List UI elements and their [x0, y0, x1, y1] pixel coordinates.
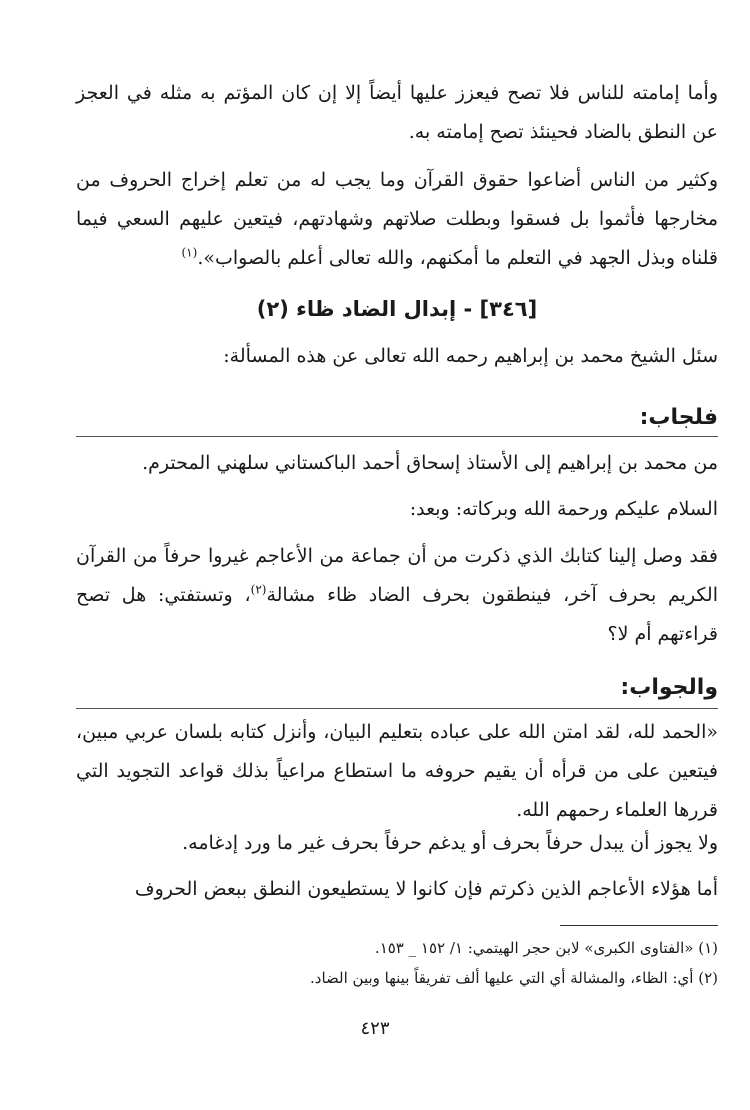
- section-divider-2: [76, 708, 718, 709]
- paragraph-address: من محمد بن إبراهيم إلى الأستاذ إسحاق أحمد الباكستاني سلهني المحترم.: [142, 452, 718, 474]
- footnotes: [76, 933, 718, 993]
- page-number: ٤٢٣: [360, 1018, 390, 1039]
- answer-label-2: والجواب:: [620, 675, 718, 700]
- question-line: سئل الشيخ محمد بن إبراهيم رحمه الله تعالى عن هذه المسألة:: [223, 345, 718, 367]
- paragraph-greeting: السلام عليكم ورحمة الله وبركاته: وبعد:: [409, 498, 718, 520]
- footnote-separator: [560, 925, 718, 926]
- footnote-ref-2: (٢): [250, 582, 267, 597]
- footnote-2: (٢) أي: الظاء، والمشالة أي التي عليها ألف تفريقاً بينها وبين الضاد.: [310, 969, 718, 987]
- paragraph-praise: «الحمد لله، لقد امتن الله على عباده بتعليم البيان، وأنزل كتابه بلسان عربي مبين، فيتعين على من قرأه أن يقيم حروفه ما استطاع مراعياً بذلك قواعد التجويد التي قررها العلماء رحمهم الله.: [76, 721, 718, 821]
- footnote-ref-1: (١): [181, 245, 198, 260]
- paragraph-letter-received: فقد وصل إلينا كتابك الذي ذكرت من أن جماعة من الأعاجم غيروا حرفاً من القرآن الكريم بحرف آخر، فينطقون بحرف الضاد ظاء مشالة$^{(٢)}$، وتستفتي: هل تصح قراءتهم أم لا؟: [76, 545, 718, 645]
- paragraph-non-arabs: أما هؤلاء الأعاجم الذين ذكرتم فإن كانوا لا يستطيعون النطق ببعض الحروف: [134, 878, 718, 900]
- paragraph-substitution-rule: ولا يجوز أن يبدل حرفاً بحرف أو يدغم حرفاً بحرف غير ما ورد إدغامه.: [182, 832, 718, 854]
- answer-label-1: فلجاب:: [639, 405, 718, 430]
- section-heading: [٣٤٦] - إبدال الضاد ظاء (٢): [256, 297, 538, 321]
- paragraph-imamate: وأما إمامته للناس فلا تصح فيعزز عليها أيضاً إلا إن كان المؤتم به مثله في العجز عن النطق بالضاد فحينئذ تصح إمامته به.: [76, 82, 718, 143]
- section-divider-1: [76, 436, 718, 437]
- footnote-1: (١) «الفتاوى الكبرى» لابن حجر الهيتمي: ١/ ١٥٢ _ ١٥٣.: [374, 939, 718, 957]
- paragraph-rights-of-quran: وكثير من الناس أضاعوا حقوق القرآن وما يجب له من تعلم إخراج الحروف من مخارجها فأثموا بل فسقوا وبطلت صلاتهم وشهادتهم، فيتعين عليهم السعي فيما قلناه وبذل الجهد في التعلم ما أمكنهم، والله تعالى أعلم بالصواب».$^{(١)}$: [76, 169, 718, 269]
